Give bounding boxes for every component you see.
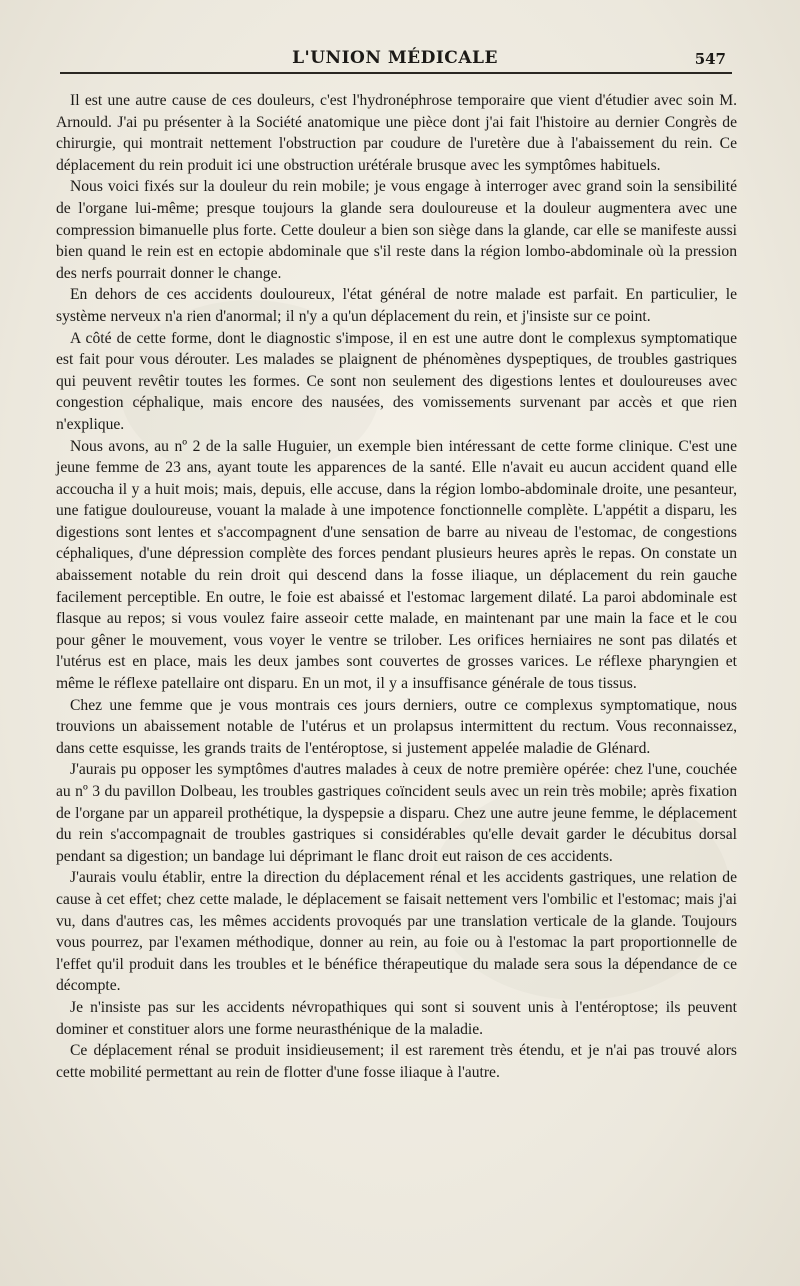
paragraph: Il est une autre cause de ces douleurs, c'est l'hydronéphrose temporaire que vient d'étudier avec soin M. Arnould. J'ai pu présenter à la Société anatomique une pièce dont j'ai fait l'histoire au dernier Congrès de chirurgie, qui montrait nettement l'obstruction par coudure de l'uretère due à l'abaissement du rein. Ce déplacement du rein produit ici une obstruction urétérale brusque avec les symptômes habituels. — [56, 92, 737, 174]
article-body — [56, 90, 737, 1083]
paragraph: J'aurais pu opposer les symptômes d'autres malades à ceux de notre première opérée: chez l'une, couchée au nº 3 du pavillon Dolbeau, les troubles gastriques coïncident seuls avec un rein très mobile; après fixation de l'organe par un appareil prothétique, la dyspepsie a disparu. Chez une autre jeune femme, le déplacement du rein s'accompagnait de troubles gastriques si considérables qu'elle devait garder le décubitus dorsal pendant sa digestion; un bandage lui déprimant le flanc droit eut raison de ces accidents. — [56, 761, 737, 865]
header-rule — [60, 72, 732, 74]
paragraph: Ce déplacement rénal se produit insidieusement; il est rarement très étendu, et je n'ai pas trouvé alors cette mobilité permettant au rein de flotter d'une fosse iliaque à l'autre. — [56, 1042, 737, 1081]
paragraph: Nous voici fixés sur la douleur du rein mobile; je vous engage à interroger avec grand soin la sensibilité de l'organe lui-même; presque toujours la glande sera douloureuse et la douleur augmentera avec une compression bimanuelle plus forte. Cette douleur a bien son siège dans la glande, car elle se manifeste aussi bien quand le rein est en ectopie abdominale que s'il reste dans la région lombo-abdominale où la pression des nerfs pourrait donner le change. — [56, 178, 737, 282]
paragraph: En dehors de ces accidents douloureux, l'état général de notre malade est parfait. En particulier, le système nerveux n'a rien d'anormal; il n'y a qu'un déplacement du rein, et j'insiste sur ce point. — [56, 286, 737, 325]
paragraph: Nous avons, au nº 2 de la salle Huguier, un exemple bien intéressant de cette forme clinique. C'est une jeune femme de 23 ans, ayant toute les apparences de la santé. Elle n'avait eu aucun accident quand elle accoucha il y a huit mois; mais, depuis, elle accuse, dans la région lombo-abdominale droite, une pesanteur, une fatigue douloureuse, vouant la malade à une impotence fonctionnelle complète. L'appétit a disparu, les digestions sont lentes et s'accompagnent d'une sensation de barre au niveau de l'estomac, de congestions céphaliques, d'une dépression complète des forces pendant plusieurs heures après le repas. On constate un abaissement notable du rein droit qui descend dans la fosse iliaque, un déplacement du rein gauche facilement perceptible. En outre, le foie est abaissé et l'estomac largement dilaté. La paroi abdominale est flasque au repos; si vous voulez faire asseoir cette malade, en maintenant par une main la face et le cou pour gêner le mouvement, vous voyer le ventre se trilober. Les orifices herniaires ne sont pas dilatés et l'utérus est en place, mais les deux jambes sont couvertes de grosses varices. Le réflexe pharyngien et même le réflexe patellaire ont disparu. En un mot, il y a insuffisance générale de tous tissus. — [56, 437, 737, 693]
paragraph: Chez une femme que je vous montrais ces jours derniers, outre ce complexus symptomatique, nous trouvions un abaissement notable de l'utérus et un prolapsus intermittent du rectum. Vous reconnaissez, dans cette esquisse, les grands traits de l'entéroptose, si justement appelée maladie de Glénard. — [56, 696, 737, 757]
paragraph: Je n'insiste pas sur les accidents névropathiques qui sont si souvent unis à l'entéroptose; ils peuvent dominer et constituer alors une forme neurasthénique de la maladie. — [56, 998, 737, 1038]
paragraph: J'aurais voulu établir, entre la direction du déplacement rénal et les accidents gastriques, une relation de cause à cet effet; chez cette malade, le déplacement se faisait nettement vers l'ombilic et l'estomac; mais j'ai vu, dans d'autres cas, les mêmes accidents provoqués par une translation verticale de la glande. Toujours vous pourrez, par l'examen méthodique, donner au rein, au foie ou à l'estomac la part proportionnelle de l'effet qu'il produit dans les troubles et le bénéfice thérapeutique du malade sera sous la dépendance de ce décompte. — [56, 869, 737, 995]
page-header — [60, 46, 730, 72]
paragraph: A côté de cette forme, dont le diagnostic s'impose, il en est une autre dont le complexus symptomatique est fait pour vous dérouter. Les malades se plaignent de phénomènes dyspeptiques, de troubles gastriques qui peuvent revêtir toutes les formes. Ce sont non seulement des digestions lentes et douloureuses avec congestion céphalique, mais encore des nausées, des vomissements survenant par accès et que rien n'explique. — [56, 329, 737, 433]
running-title: L'UNION MÉDICALE — [292, 48, 498, 68]
page-number: 547 — [694, 50, 726, 68]
